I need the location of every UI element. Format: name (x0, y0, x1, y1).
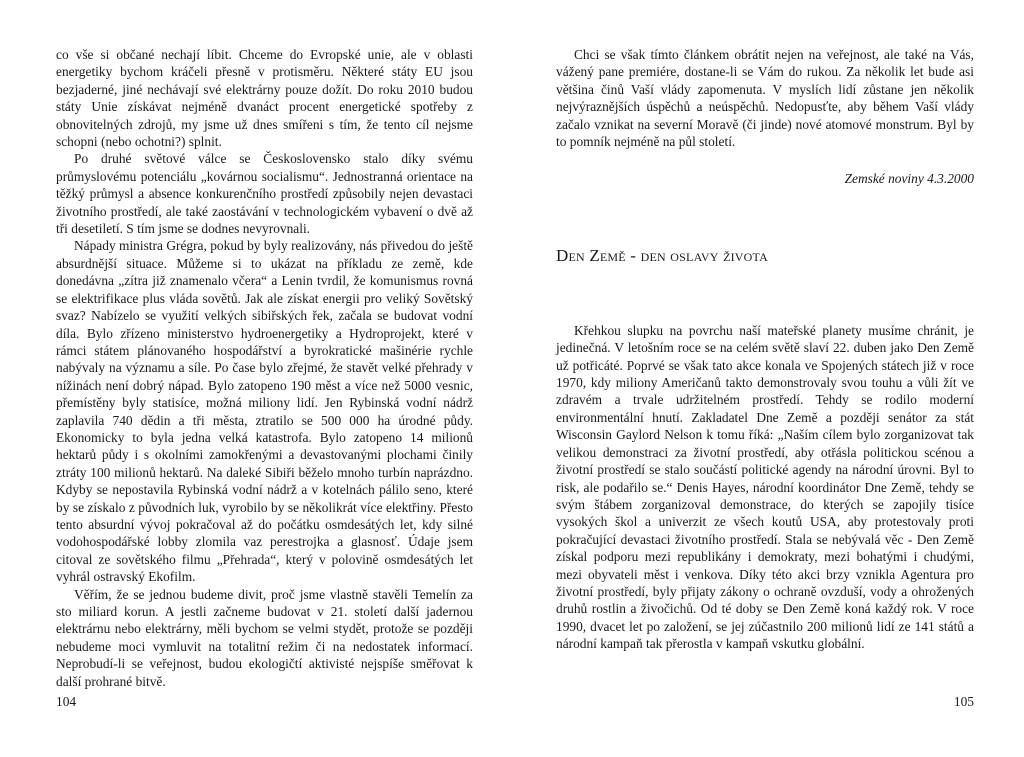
left-paragraph-3: Nápady ministra Grégra, pokud by byly realizovány, nás přivedou do ještě absurdnější situace. Můžeme si to ukázat na příkladu ze země, kde donedávna „zítra již znamenalo včera“ a Lenin tvrdil, že komunismus rovná se elektrifikace plus vláda sovětů. Jak ale získat energii pro veliký Sovětský svaz? Nabízelo se využití velkých sibiřských řek, začala se budovat vodní díla. Bylo zřízeno ministerstvo hydroenergetiky a Hydroprojekt, které v rámci státem plánovaného hospodářství a byrokratické mašinérie rychle nabývaly na významu a síle. Po čase bylo zřejmé, že stavět velké přehrady v nížinách není dobrý nápad. Bylo zatopeno 190 měst a více než 5000 vesnic, přemístěny byly statisíce, možná miliony lidí. Jen Rybinská vodní nádrž zaplavila 740 dědin a tři města, ztratilo se 500 000 ha úrodné půdy. Ekonomicky to byla jedna velká katastrofa. Bylo zatopeno 14 milionů hektarů půdy i s okolními zamokřenými a devastovanými plochami činily ztráty 100 milionů hektarů. Na daleké Sibiři běželo mnoho turbín naprázdno. Kdyby se nepostavila Rybinská vodní nádrž a v kotelnách pálilo seno, které by se získalo z původních luk, vyrobilo by se několikrát více elektřiny. Přesto tento absurdní vývoj pokračoval až do počátku osmdesátých let, kdy silné vodohospodářské lobby zlomila vaz perestrojka a glasnosť. Údaje jsem citoval ze sovětského filmu „Přehrada“, který v polovině osmdesátých let vyhrál ostravský Ekofilm. (56, 238, 473, 585)
source-signature: Zemské noviny 4.3.2000 (844, 171, 974, 187)
left-page-number: 104 (56, 694, 77, 709)
left-paragraph-2: Po druhé světové válce se Československo stalo díky svému průmyslovému potenciálu „kovárnou socialismu“. Jednostranná orientace na těžký průmysl a absence konkurenčního prostředí způsobily nejen devastaci životního prostředí, ale také zaostávání v technologickém vybavení o dvě až tři desetiletí. S tím jsme se dodnes nevyrovnali. (56, 151, 473, 237)
closing-paragraph: Chci se však tímto článkem obrátit nejen na veřejnost, ale také na Vás, vážený pane premiére, dostane-li se Vám do rukou. Za několik let bude asi většina činů Vaší vlády zapomenuta. V myslích lidí zůstane jen několik nejvýraznějších úspěchů a neúspěchů. Nedopusťte, aby během Vaší vlády začalo vznikat na severní Moravě (či jinde) nové atomové monstrum. Byl by to pomník nejméně na půl století. (556, 47, 974, 150)
left-page-text-column (56, 46, 473, 690)
article-paragraph-1: Křehkou slupku na povrchu naší mateřské planety musíme chránit, je jedinečná. V letošním roce se na celém světě slaví 22. duben jako Den Země už potřicáté. Poprvé se však tato akce konala ve Spojených státech již v roce 1970, kdy miliony Američanů takto demonstrovaly svou touhu a vůli žít ve zdravém a trvale udržitelném prostředí. Tehdy se rodilo moderní environmentální hnutí. Zakladatel Dne Země a později senátor za stát Wisconsin Gaylord Nelson k tomu říká: „Naším cílem bylo zorganizovat tak velikou demonstraci za životní prostředí, aby otřásla politickou scénou a životní prostředí se stalo součástí politické agendy na národní úrovni. Byl to risk, ale podařilo se.“ Denis Hayes, národní koordinátor Dne Země, tehdy se svým štábem zorganizoval demonstrace, do kterých se zapojily tisíce vysokých škol a univerzit ze všech koutů USA, aby protestovaly proti pokračující devastaci životního prostředí. Stala se nebývalá věc - Den Země získal podporu mezi republikány i demokraty, mezi bohatými i chudými, mezi obyvateli měst i venkova. Díky této akci brzy vznikla Agentura pro životní prostředí, byly přijaty zákony o ochraně ovzduší, vody a ohrožených druhů rostlin a živočichů. Od té doby se Den Země koná každý rok. V roce 1990, dvacet let po založení, se jej zúčastnilo 200 milionů lidí ze 141 států a národní kampaň tak přerostla v kampaň vskutku globální. (556, 322, 974, 652)
left-paragraph-1: co vše si občané nechají líbit. Chceme do Evropské unie, ale v oblasti energetiky bychom kráčeli přesně v protisměru. Některé státy EU jsou bezjaderné, jiné nechávají své elektrárny pouze dožít. Do roku 2010 budou státy Unie získávat nejméně dvanáct procent energetické spotřeby z obnovitelných zdrojů, my jsme už dnes smířeni s tím, že tento cíl nejsme schopni (nebo ochotni?) splnit. (56, 47, 473, 150)
article-heading: Den Země - den oslavy života (556, 245, 768, 265)
right-page-text-column (556, 46, 974, 653)
article-body (556, 322, 974, 653)
right-page (512, 0, 1024, 757)
left-paragraph-4: Věřím, že se jednou budeme divit, proč jsme vlastně stavěli Temelín za sto miliard korun. A jestli začneme budovat v 21. století další jadernou elektrárnu nebo elektrárny, měli bychom se velmi stydět, protože se později nebudeme moci vymluvit na totalitní režim či na nedostatek informací. Neprobudí-li se veřejnost, budou ekologičtí aktivisté nejspíše směřovat k další prohrané bitvě. (56, 586, 473, 689)
right-page-number: 105 (953, 694, 974, 709)
